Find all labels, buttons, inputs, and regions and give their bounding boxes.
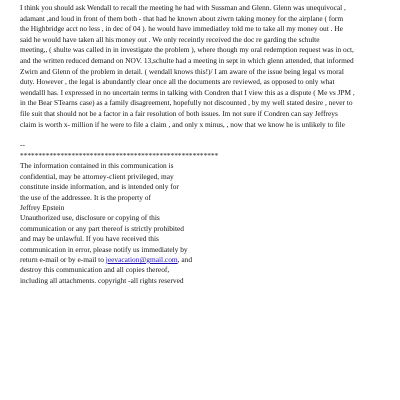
- disclaimer-line: The information contained in this communication is: [20, 161, 174, 171]
- disclaimer-line: Jeffrey Epstein: [20, 202, 65, 212]
- body-line: said he would have taken all his money out . We only receintly received the doc re garding the schulte: [20, 34, 320, 44]
- body-line: duty. However , the legal is abundantly clear once all the documents are reviewed, as opposed to only what: [20, 77, 335, 87]
- signature-separator: ******************************************************: [20, 150, 219, 160]
- body-line: file suit that should not be a factor in a fair resolution of both issues. Im not sure if Condren can say Jeffreys: [20, 108, 338, 118]
- disclaimer-line: the use of the addressee. It is the property of: [20, 192, 151, 202]
- body-line: and the written reduced demand on NOV. 13,schulte had a meeting in sept in which glenn attended, that informed: [20, 55, 354, 65]
- email-document: [20, 0, 390, 286]
- disclaimer-line: including all attachments. copyright -all rights reserved: [20, 275, 184, 285]
- signature-block: [20, 140, 390, 286]
- disclaimer-line: destroy this communication and all copies thereof,: [20, 265, 170, 275]
- body-line: wendalll has. I expressed in no uncertain terms in talking with Condren that I view this as a dispute ( Me vs JPM ,: [20, 87, 355, 97]
- body-line: Zwirn and Glenn of the problem in detail. ( wendall knows this!)/ I am aware of the issue being legal vs moral: [20, 66, 344, 76]
- disclaimer-line: communication in error, please notify us immediately by: [20, 244, 188, 254]
- body-line: meeting,, ( shulte was called in in investigate the problem ), where though my oral redemption request was in oct,: [20, 45, 354, 55]
- body-line: claim is worth x- million if he were to file a claim , and only x minus, , now that we know he is unlikely to file: [20, 119, 345, 129]
- body-line: the Highbridge acct no less , in dec of 04 ). he would have immediatley told me to take all my money out . He: [20, 24, 343, 34]
- email-link[interactable]: jeevacation@gmail.com: [105, 254, 178, 264]
- disclaimer-line: constitute inside information, and is intended only for: [20, 182, 179, 192]
- signature-dash: --: [20, 140, 25, 150]
- disclaimer-line: Unauthorized use, disclosure or copying of this: [20, 213, 160, 223]
- confidentiality-disclaimer: [20, 161, 390, 286]
- email-suffix: , and: [177, 254, 193, 264]
- disclaimer-line: communication or any part thereof is strictly prohibited: [20, 223, 184, 233]
- disclaimer-line: and may be unlawful. If you have received this: [20, 234, 159, 244]
- disclaimer-line: confidential, may be attorney-client privileged, may: [20, 171, 174, 181]
- body-line: in the Bear STearns case) as a family disagreement, hopefully not discounted , by my well stated desire , never to: [20, 98, 353, 108]
- message-body: [20, 3, 390, 130]
- disclaimer-email-line: [20, 255, 390, 265]
- body-line: I think you should ask Wendall to recall the meeting he had with Sussman and Glenn. Glenn was unequivocal ,: [20, 3, 346, 12]
- body-line: adamant ,and loud in front of them both - that had he known about ziwrn taking money for the airplane ( form: [20, 13, 344, 23]
- email-prefix: return e-mail or by e-mail to: [20, 254, 106, 264]
